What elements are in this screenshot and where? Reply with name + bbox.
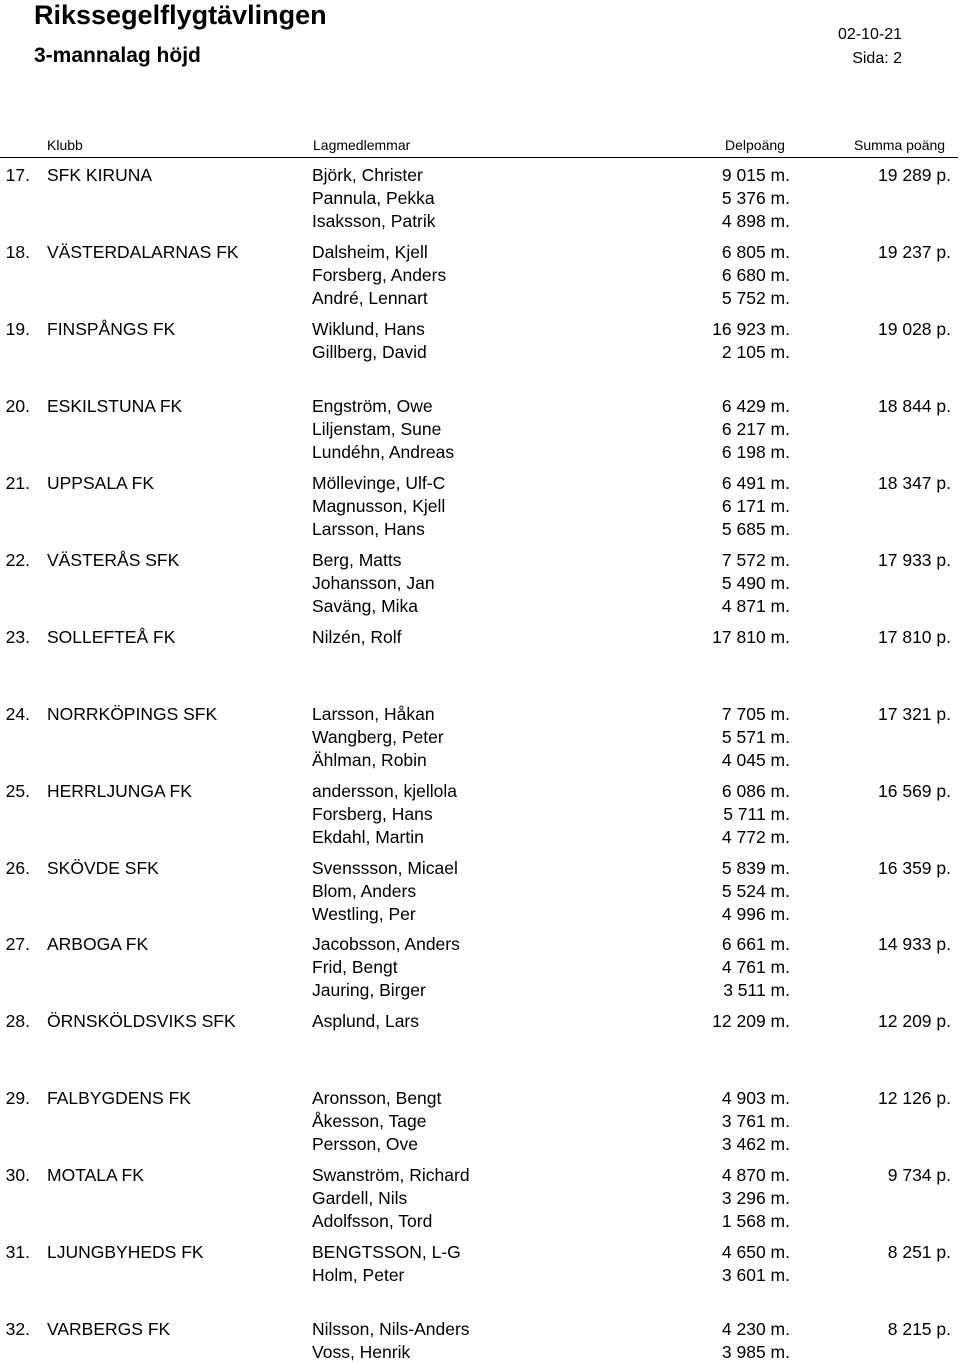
team-member-points: 5 711 m.: [723, 804, 790, 824]
team-club: MOTALA FK: [47, 1165, 144, 1185]
table-row: [0, 726, 960, 749]
page-subtitle: 3-mannalag höjd: [34, 44, 201, 67]
team-total-points: 8 215 p.: [887, 1319, 951, 1339]
page-title: Rikssegelflygtävlingen: [34, 0, 327, 30]
team-member-points: 6 171 m.: [721, 496, 790, 516]
team-place: 30.: [5, 1165, 30, 1185]
team-member-name: Blom, Anders: [312, 881, 417, 901]
table-row: [0, 1133, 960, 1156]
team-member-name: Jauring, Birger: [312, 980, 426, 1000]
team-member-points: 5 490 m.: [721, 573, 790, 593]
team-place: 21.: [5, 473, 30, 493]
team-place: 17.: [5, 165, 30, 185]
team-member-name: Saväng, Mika: [312, 596, 419, 616]
team-club: FINSPÅNGS FK: [47, 319, 176, 339]
column-header-summa: Summa poäng: [854, 137, 946, 153]
team-club: SFK KIRUNA: [47, 165, 153, 185]
team-member-points: 7 705 m.: [721, 704, 790, 724]
team-member-points: 4 898 m.: [721, 211, 790, 231]
column-header-club: Klubb: [47, 137, 83, 153]
team-total-points: 16 359 p.: [878, 858, 951, 878]
team-club: NORRKÖPINGS SFK: [47, 704, 218, 724]
team-total-points: 16 569 p.: [878, 781, 951, 801]
table-row: [0, 549, 960, 572]
team-member-name: Larsson, Håkan: [312, 704, 435, 724]
team-member-name: Åkesson, Tage: [312, 1111, 427, 1131]
table-row: [0, 395, 960, 418]
team-member-name: Swanström, Richard: [312, 1165, 470, 1185]
team-member-points: 5 685 m.: [721, 519, 790, 539]
team-member-points: 3 761 m.: [721, 1111, 790, 1131]
team-member-name: Frid, Bengt: [312, 957, 398, 977]
team-total-points: 9 734 p.: [887, 1165, 951, 1185]
table-row: [0, 780, 960, 803]
team-member-points: 3 601 m.: [721, 1265, 790, 1285]
team-club: HERRLJUNGA FK: [47, 781, 192, 801]
team-club: ESKILSTUNA FK: [47, 396, 183, 416]
team-member-name: Engström, Owe: [312, 396, 433, 416]
team-member-points: 4 650 m.: [721, 1242, 790, 1262]
table-row: [0, 241, 960, 264]
team-total-points: 18 844 p.: [878, 396, 951, 416]
table-row: [0, 341, 960, 364]
team-member-points: 4 903 m.: [721, 1088, 790, 1108]
team-club: ÖRNSKÖLDSVIKS SFK: [47, 1011, 236, 1031]
team-club: SOLLEFTEÅ FK: [47, 627, 176, 647]
team-member-name: Persson, Ove: [312, 1134, 419, 1154]
table-row: [0, 1241, 960, 1264]
team-member-points: 4 045 m.: [721, 750, 790, 770]
team-member-name: Nilsson, Nils-Anders: [312, 1319, 470, 1339]
team-member-name: Jacobsson, Anders: [312, 934, 460, 954]
team-total-points: 17 321 p.: [878, 704, 951, 724]
team-member-points: 4 761 m.: [721, 957, 790, 977]
team-place: 28.: [5, 1011, 30, 1031]
table-row: [0, 472, 960, 495]
team-total-points: 8 251 p.: [887, 1242, 951, 1262]
team-place: 24.: [5, 704, 30, 724]
team-place: 31.: [5, 1242, 30, 1262]
table-row: [0, 164, 960, 187]
team-member-name: Magnusson, Kjell: [312, 496, 446, 516]
column-header-delpoang: Delpoäng: [725, 137, 785, 153]
team-member-name: Nilzén, Rolf: [312, 627, 402, 647]
table-row: [0, 318, 960, 341]
table-row: [0, 210, 960, 233]
table-row: [0, 187, 960, 210]
team-total-points: 19 237 p.: [878, 242, 951, 262]
team-member-points: 6 661 m.: [721, 934, 790, 954]
team-club: VARBERGS FK: [47, 1319, 171, 1339]
table-row: [0, 703, 960, 726]
team-member-name: Gardell, Nils: [312, 1188, 408, 1208]
team-member-points: 12 209 m.: [712, 1011, 790, 1031]
team-member-points: 9 015 m.: [721, 165, 790, 185]
team-member-points: 7 572 m.: [721, 550, 790, 570]
team-member-name: Holm, Peter: [312, 1265, 405, 1285]
team-member-name: Möllevinge, Ulf-C: [312, 473, 446, 493]
team-member-name: Aronsson, Bengt: [312, 1088, 442, 1108]
team-place: 23.: [5, 627, 30, 647]
team-member-name: andersson, kjellola: [312, 781, 457, 801]
team-member-points: 17 810 m.: [712, 627, 790, 647]
team-total-points: 17 933 p.: [878, 550, 951, 570]
team-member-points: 5 752 m.: [721, 288, 790, 308]
team-total-points: 12 126 p.: [878, 1088, 951, 1108]
team-club: FALBYGDENS FK: [47, 1088, 191, 1108]
team-member-points: 5 524 m.: [721, 881, 790, 901]
team-member-points: 6 198 m.: [721, 442, 790, 462]
team-member-points: 6 680 m.: [721, 265, 790, 285]
team-member-name: Westling, Per: [312, 904, 416, 924]
team-member-points: 3 511 m.: [723, 980, 790, 1000]
team-member-name: Pannula, Pekka: [312, 188, 435, 208]
team-member-name: Forsberg, Hans: [312, 804, 433, 824]
table-row: [0, 441, 960, 464]
table-row: [0, 880, 960, 903]
team-member-points: 1 568 m.: [721, 1211, 790, 1231]
team-member-name: Johansson, Jan: [312, 573, 435, 593]
team-member-points: 4 772 m.: [721, 827, 790, 847]
table-row: [0, 495, 960, 518]
team-member-name: Ählman, Robin: [312, 750, 427, 770]
table-row: [0, 956, 960, 979]
team-member-points: 2 105 m.: [721, 342, 790, 362]
team-member-points: 4 996 m.: [721, 904, 790, 924]
table-row: [0, 1318, 960, 1341]
team-member-name: Larsson, Hans: [312, 519, 425, 539]
page-number: Sida: 2: [852, 50, 902, 67]
team-club: LJUNGBYHEDS FK: [47, 1242, 204, 1262]
table-row: [0, 518, 960, 541]
team-member-name: Svenssson, Micael: [312, 858, 458, 878]
team-member-points: 5 571 m.: [721, 727, 790, 747]
table-row: [0, 264, 960, 287]
team-member-points: 6 086 m.: [721, 781, 790, 801]
team-place: 22.: [5, 550, 30, 570]
team-club: UPPSALA FK: [47, 473, 154, 493]
team-member-name: Forsberg, Anders: [312, 265, 447, 285]
team-member-name: Björk, Christer: [312, 165, 423, 185]
table-row: [0, 418, 960, 441]
team-member-points: 4 870 m.: [721, 1165, 790, 1185]
team-member-points: 16 923 m.: [712, 319, 790, 339]
team-place: 19.: [5, 319, 30, 339]
team-club: SKÖVDE SFK: [47, 858, 159, 878]
team-total-points: 14 933 p.: [878, 934, 951, 954]
table-row: [0, 1087, 960, 1110]
team-member-name: Dalsheim, Kjell: [312, 242, 428, 262]
team-place: 18.: [5, 242, 30, 262]
table-row: [0, 1110, 960, 1133]
team-member-points: 6 429 m.: [721, 396, 790, 416]
team-member-name: Voss, Henrik: [312, 1342, 411, 1362]
table-row: [0, 933, 960, 956]
team-place: 32.: [5, 1319, 30, 1339]
table-row: [0, 287, 960, 310]
team-member-name: BENGTSSON, L-G: [312, 1242, 461, 1262]
team-member-name: Berg, Matts: [312, 550, 402, 570]
team-club: VÄSTERDALARNAS FK: [47, 242, 239, 262]
table-row: [0, 1264, 960, 1287]
team-member-name: Isaksson, Patrik: [312, 211, 436, 231]
table-row: [0, 1187, 960, 1210]
team-place: 25.: [5, 781, 30, 801]
team-member-name: Ekdahl, Martin: [312, 827, 424, 847]
team-member-points: 4 871 m.: [721, 596, 790, 616]
team-total-points: 18 347 p.: [878, 473, 951, 493]
table-row: [0, 749, 960, 772]
table-row: [0, 803, 960, 826]
table-row: [0, 1010, 960, 1033]
team-club: ARBOGA FK: [47, 934, 149, 954]
table-row: [0, 857, 960, 880]
team-total-points: 19 028 p.: [878, 319, 951, 339]
team-member-name: Lundéhn, Andreas: [312, 442, 455, 462]
table-row: [0, 826, 960, 849]
team-member-name: Asplund, Lars: [312, 1011, 420, 1031]
team-member-name: Wiklund, Hans: [312, 319, 425, 339]
team-member-points: 3 296 m.: [721, 1188, 790, 1208]
table-row: [0, 903, 960, 926]
team-member-name: André, Lennart: [312, 288, 428, 308]
team-place: 26.: [5, 858, 30, 878]
table-row: [0, 979, 960, 1002]
team-member-name: Adolfsson, Tord: [312, 1211, 433, 1231]
team-member-points: 6 491 m.: [721, 473, 790, 493]
team-member-points: 3 462 m.: [721, 1134, 790, 1154]
table-row: [0, 572, 960, 595]
table-row: [0, 1341, 960, 1364]
team-member-points: 3 985 m.: [721, 1342, 790, 1362]
team-member-points: 6 217 m.: [721, 419, 790, 439]
team-club: VÄSTERÅS SFK: [47, 550, 180, 570]
team-member-name: Wangberg, Peter: [312, 727, 444, 747]
team-member-points: 4 230 m.: [721, 1319, 790, 1339]
team-total-points: 19 289 p.: [878, 165, 951, 185]
team-member-points: 6 805 m.: [721, 242, 790, 262]
team-total-points: 12 209 p.: [878, 1011, 951, 1031]
table-row: [0, 626, 960, 649]
team-member-name: Liljenstam, Sune: [312, 419, 442, 439]
column-header-members: Lagmedlemmar: [313, 137, 411, 153]
table-row: [0, 1164, 960, 1187]
team-place: 27.: [5, 934, 30, 954]
team-place: 29.: [5, 1088, 30, 1108]
report-date: 02-10-21: [837, 26, 902, 43]
team-member-points: 5 839 m.: [721, 858, 790, 878]
team-member-points: 5 376 m.: [721, 188, 790, 208]
team-place: 20.: [5, 396, 30, 416]
team-member-name: Gillberg, David: [312, 342, 427, 362]
team-total-points: 17 810 p.: [878, 627, 951, 647]
table-row: [0, 1210, 960, 1233]
table-row: [0, 595, 960, 618]
